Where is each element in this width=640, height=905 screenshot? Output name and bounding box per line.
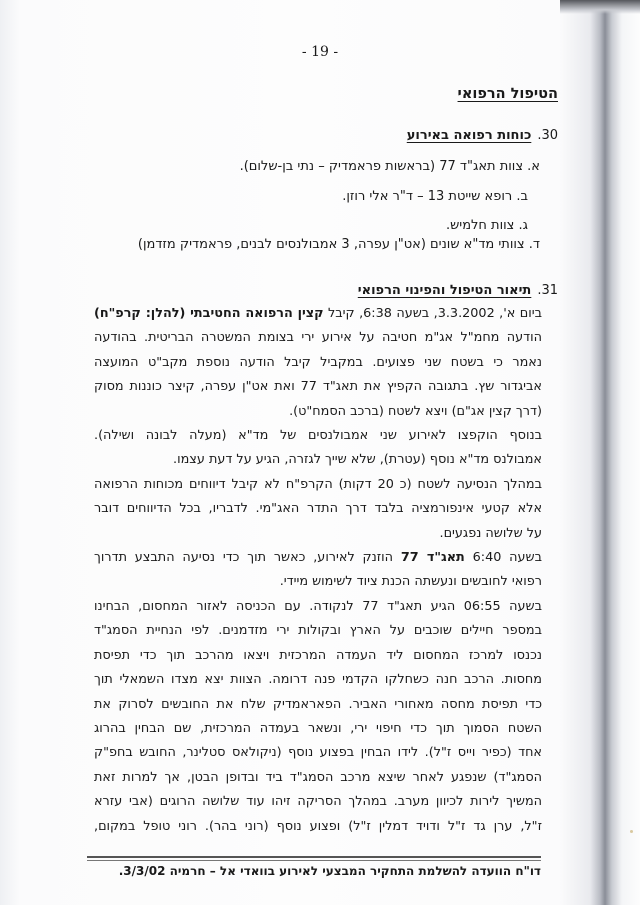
- text-line: במהלך הנסיעה לשטח (כ 20 דקות) הקרפ"ח לא קיבל דיווחים מכוחות הרפואה: [94, 476, 542, 492]
- subitem-d: ד. צוותי מד"א שונים (אט"ן עפרה, 3 אמבולנסים לבנים, פראמדיק מזדמן): [137, 237, 540, 252]
- subitem-b: ב. רופא שייטת 13 – ד"ר אלי רוזן.: [342, 189, 528, 204]
- text-line: מחסות. הרכב חנה כשחלקו הקדמי פנה דרומה. הצוות יצא מצדו השמאלי תוך: [94, 672, 542, 688]
- text-line: רפואי לחובשים ונעשתה הכנת ציוד לשימוש מיידי.: [279, 574, 542, 590]
- text-line: אמבולנס מד"א נוסף (עטרת), שלא שייך לגזרה, הגיע על דעת עצמו.: [173, 452, 542, 468]
- text-line: נכנסו למרכז המחסום ליד העמדה המרכזית ויצאו מהרכב תוך כדי תפיסת: [94, 647, 542, 663]
- text-line: בנוסף הוקפצו לאירוע שני אמבולנסים של מד"א (מעלה לבונה ושילה).: [94, 428, 542, 444]
- text-line: על שלושה נפגעים.: [439, 525, 542, 541]
- text-line: במספר חיילים שוכבים על הארץ ובקולות ירי מזדמנים. לפי הנחיית הסמג"ד: [94, 623, 542, 639]
- footer-divider: [87, 856, 541, 861]
- text-line: אלא קטעי אינפורמציה בלבד דרך התדר האג"מי. לדבריו, בכל הדיווחים דובר: [94, 501, 542, 517]
- text-line: אחד (כפיר וייס ז"ל). לידו הבחין בפצוע נוסף (ניקולאס סטלינר, החובש בחפ"ק: [94, 745, 542, 761]
- subitem-c: ג. צוות חלמיש.: [445, 218, 528, 233]
- item-heading: תיאור הטיפול והפינוי הרפואי: [357, 283, 532, 298]
- item-heading: כוחות רפואה באירוע: [406, 128, 532, 143]
- text-line: השטח הסמוך תוך כדי חיפוי ירי, ונשאר בעמדה המרכזית, שם הבחין בהרוג: [94, 720, 542, 736]
- text-line: (דרך קצין אג"ם) ויצא לשטח (ברכב הסמח"ט).: [289, 403, 542, 419]
- text-line: אביגדור שץ. בתגובה הקפיץ את תאג"ד 77 ואת אט"ן עפרה, קיצר כוננות מסוק: [94, 379, 542, 395]
- item-31-header: [358, 283, 558, 298]
- text-line: כדי תפיסת מחסה מאחורי האביר. הפאראמדיק שלח את החובשים לסרוק את: [94, 696, 542, 712]
- text-line: נאמר כי בשטח שני פצועים. במקביל קיבל הודעה נוספת מקב"ט המועצה: [94, 354, 542, 370]
- subitem-a: א. צוות תאג"ד 77 (בראשות פראמדיק – נתי בן-שלום).: [239, 159, 540, 174]
- text-line: בשעה 6:40 תאג"ד 77 הוזנק לאירוע, כאשר תוך כדי נסיעה התבצע תדרוך: [94, 550, 543, 566]
- footer-caption: דו"ח הוועדה להשלמת התחקיר המבצעי לאירוע בוואדי אל – חרמיה 3/3/02.: [118, 864, 541, 878]
- text-line: ביום א', 3.3.2002, בשעה 6:38, קיבל קצין הרפואה החטיבתי (להלן: קרפ"ח): [94, 306, 543, 321]
- section-title: הטיפול הרפואי: [457, 86, 558, 102]
- text-line: המשיך לירות לכיוון מערב. במהלך הסריקה זיהו עוד שלושה הרוגים (אבי עזרא: [94, 794, 542, 810]
- item-31-body: [94, 302, 542, 839]
- page-number: - 19 -: [301, 44, 339, 60]
- text-line: ז"ל, ערן גד ז"ל ודויד דמלין ז"ל) ופצוע נוסף (רוני בהר). רוני טופל במקום,: [94, 818, 542, 834]
- text-line: הסמג"ד) שנפגע לאחר שיצא מרכב הסמג"ד ביד ובדופן הבטן, אך למרות זאת: [94, 769, 542, 785]
- item-number: 31.: [537, 283, 558, 298]
- text-line: הודעה מחמ"ל אג"מ חטיבה על אירוע ירי בצומת המשטרה הבריטית. בהודעה: [94, 330, 542, 346]
- item-30-header: [407, 128, 558, 143]
- item-number: 30.: [537, 128, 558, 143]
- text-line: בשעה 06:55 הגיע תאג"ד 77 לנקודה. עם הכניסה לאזור המחסום, הבחינו: [94, 598, 542, 614]
